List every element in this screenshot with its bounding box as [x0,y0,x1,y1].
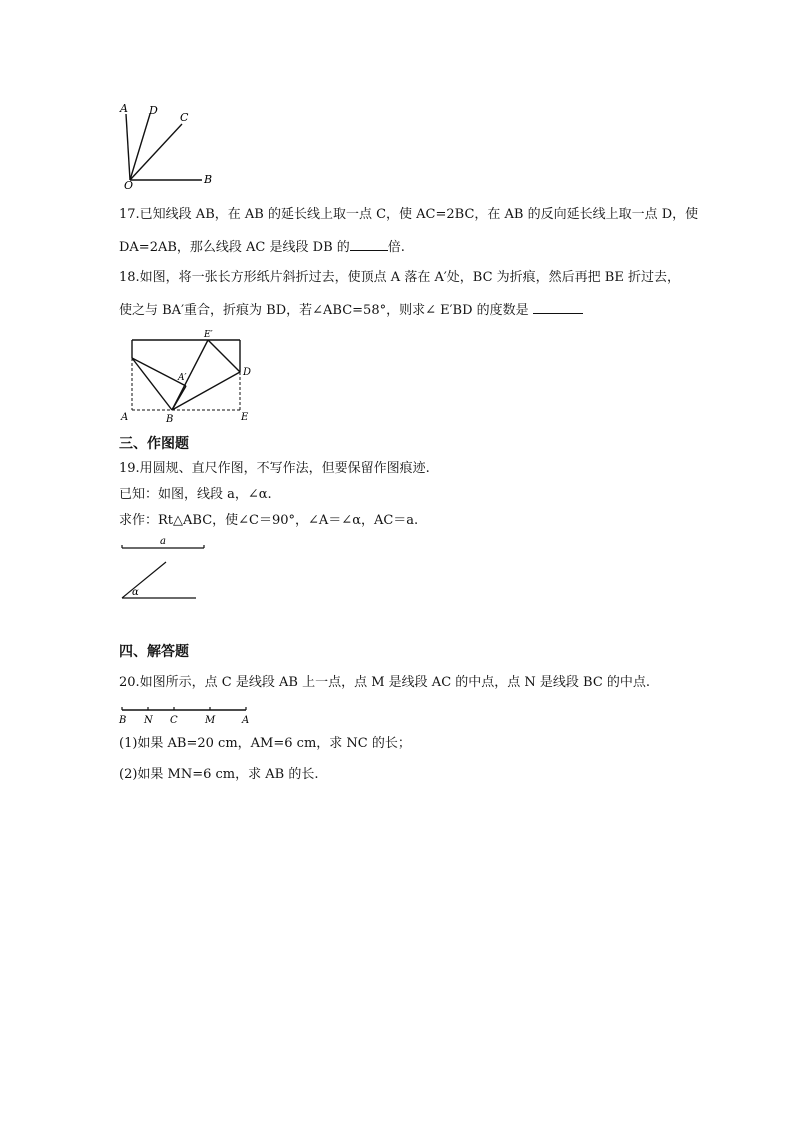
q17-line2-pre: DA=2AB，那么线段 AC 是线段 DB 的 [119,240,350,255]
fold-line-5 [208,340,240,372]
label-a: A [121,412,129,423]
q19-line3: 求作：Rt△ABC，使∠C＝90°，∠A＝∠α，AC＝a. [119,513,419,528]
q17-answer-blank[interactable] [350,236,388,251]
label-c: C [170,715,178,726]
label-d: D [243,367,252,378]
q17-line2-post: 倍. [387,240,405,255]
label-c: C [180,111,189,124]
ray-oa [126,114,130,180]
q18-line2-text: 使之与 BA′重合，折痕为 BD，若∠ABC=58°，则求∠ E′BD 的度数是 [119,303,529,318]
q18-line2 [119,299,583,321]
q19-line2: 已知：如图，线段 a，∠α. [119,487,272,502]
angle-side-2 [122,562,166,598]
q20-part2: (2)如果 MN=6 cm，求 AB 的长. [119,767,319,782]
segment-figure [116,700,256,726]
label-o: O [124,179,134,192]
q18-line1: 18.如图，将一张长方形纸片斜折过去，使顶点 A 落在 A′处，BC 为折痕，然后再把 BE 折过去， [119,270,680,285]
fold-figure [116,328,256,424]
label-d: D [149,104,158,117]
label-b: B [119,715,127,726]
label-e-prime: E′ [204,330,213,340]
q20-line1: 20.如图所示，点 C 是线段 AB 上一点，点 M 是线段 AC 的中点，点 N 是线段 BC 的中点. [119,675,651,690]
section3-title: 三、作图题 [119,436,189,452]
fold-line-1 [132,358,172,410]
label-alpha: α [132,587,139,598]
label-a: A [242,715,250,726]
section4-title: 四、解答题 [119,644,189,660]
label-n: N [144,715,153,726]
label-b: B [204,173,213,186]
label-segment-a: a [160,536,166,547]
q17-line2 [119,236,405,258]
label-m: M [205,715,216,726]
given-figure [116,534,216,604]
label-e: E [241,412,249,423]
q17-line1: 17.已知线段 AB，在 AB 的延长线上取一点 C，使 AC=2BC，在 AB 的反向延长线上取一点 D，使 [119,207,699,222]
label-a-prime: A′ [178,373,187,383]
label-a: A [120,102,128,115]
q20-part1: (1)如果 AB=20 cm，AM=6 cm，求 NC 的长； [119,736,411,751]
label-b: B [166,414,174,424]
q19-line1: 19.用圆规、直尺作图，不写作法，但要保留作图痕迹. [119,461,430,476]
angle-figure [114,100,224,192]
q18-answer-blank[interactable] [533,299,583,314]
